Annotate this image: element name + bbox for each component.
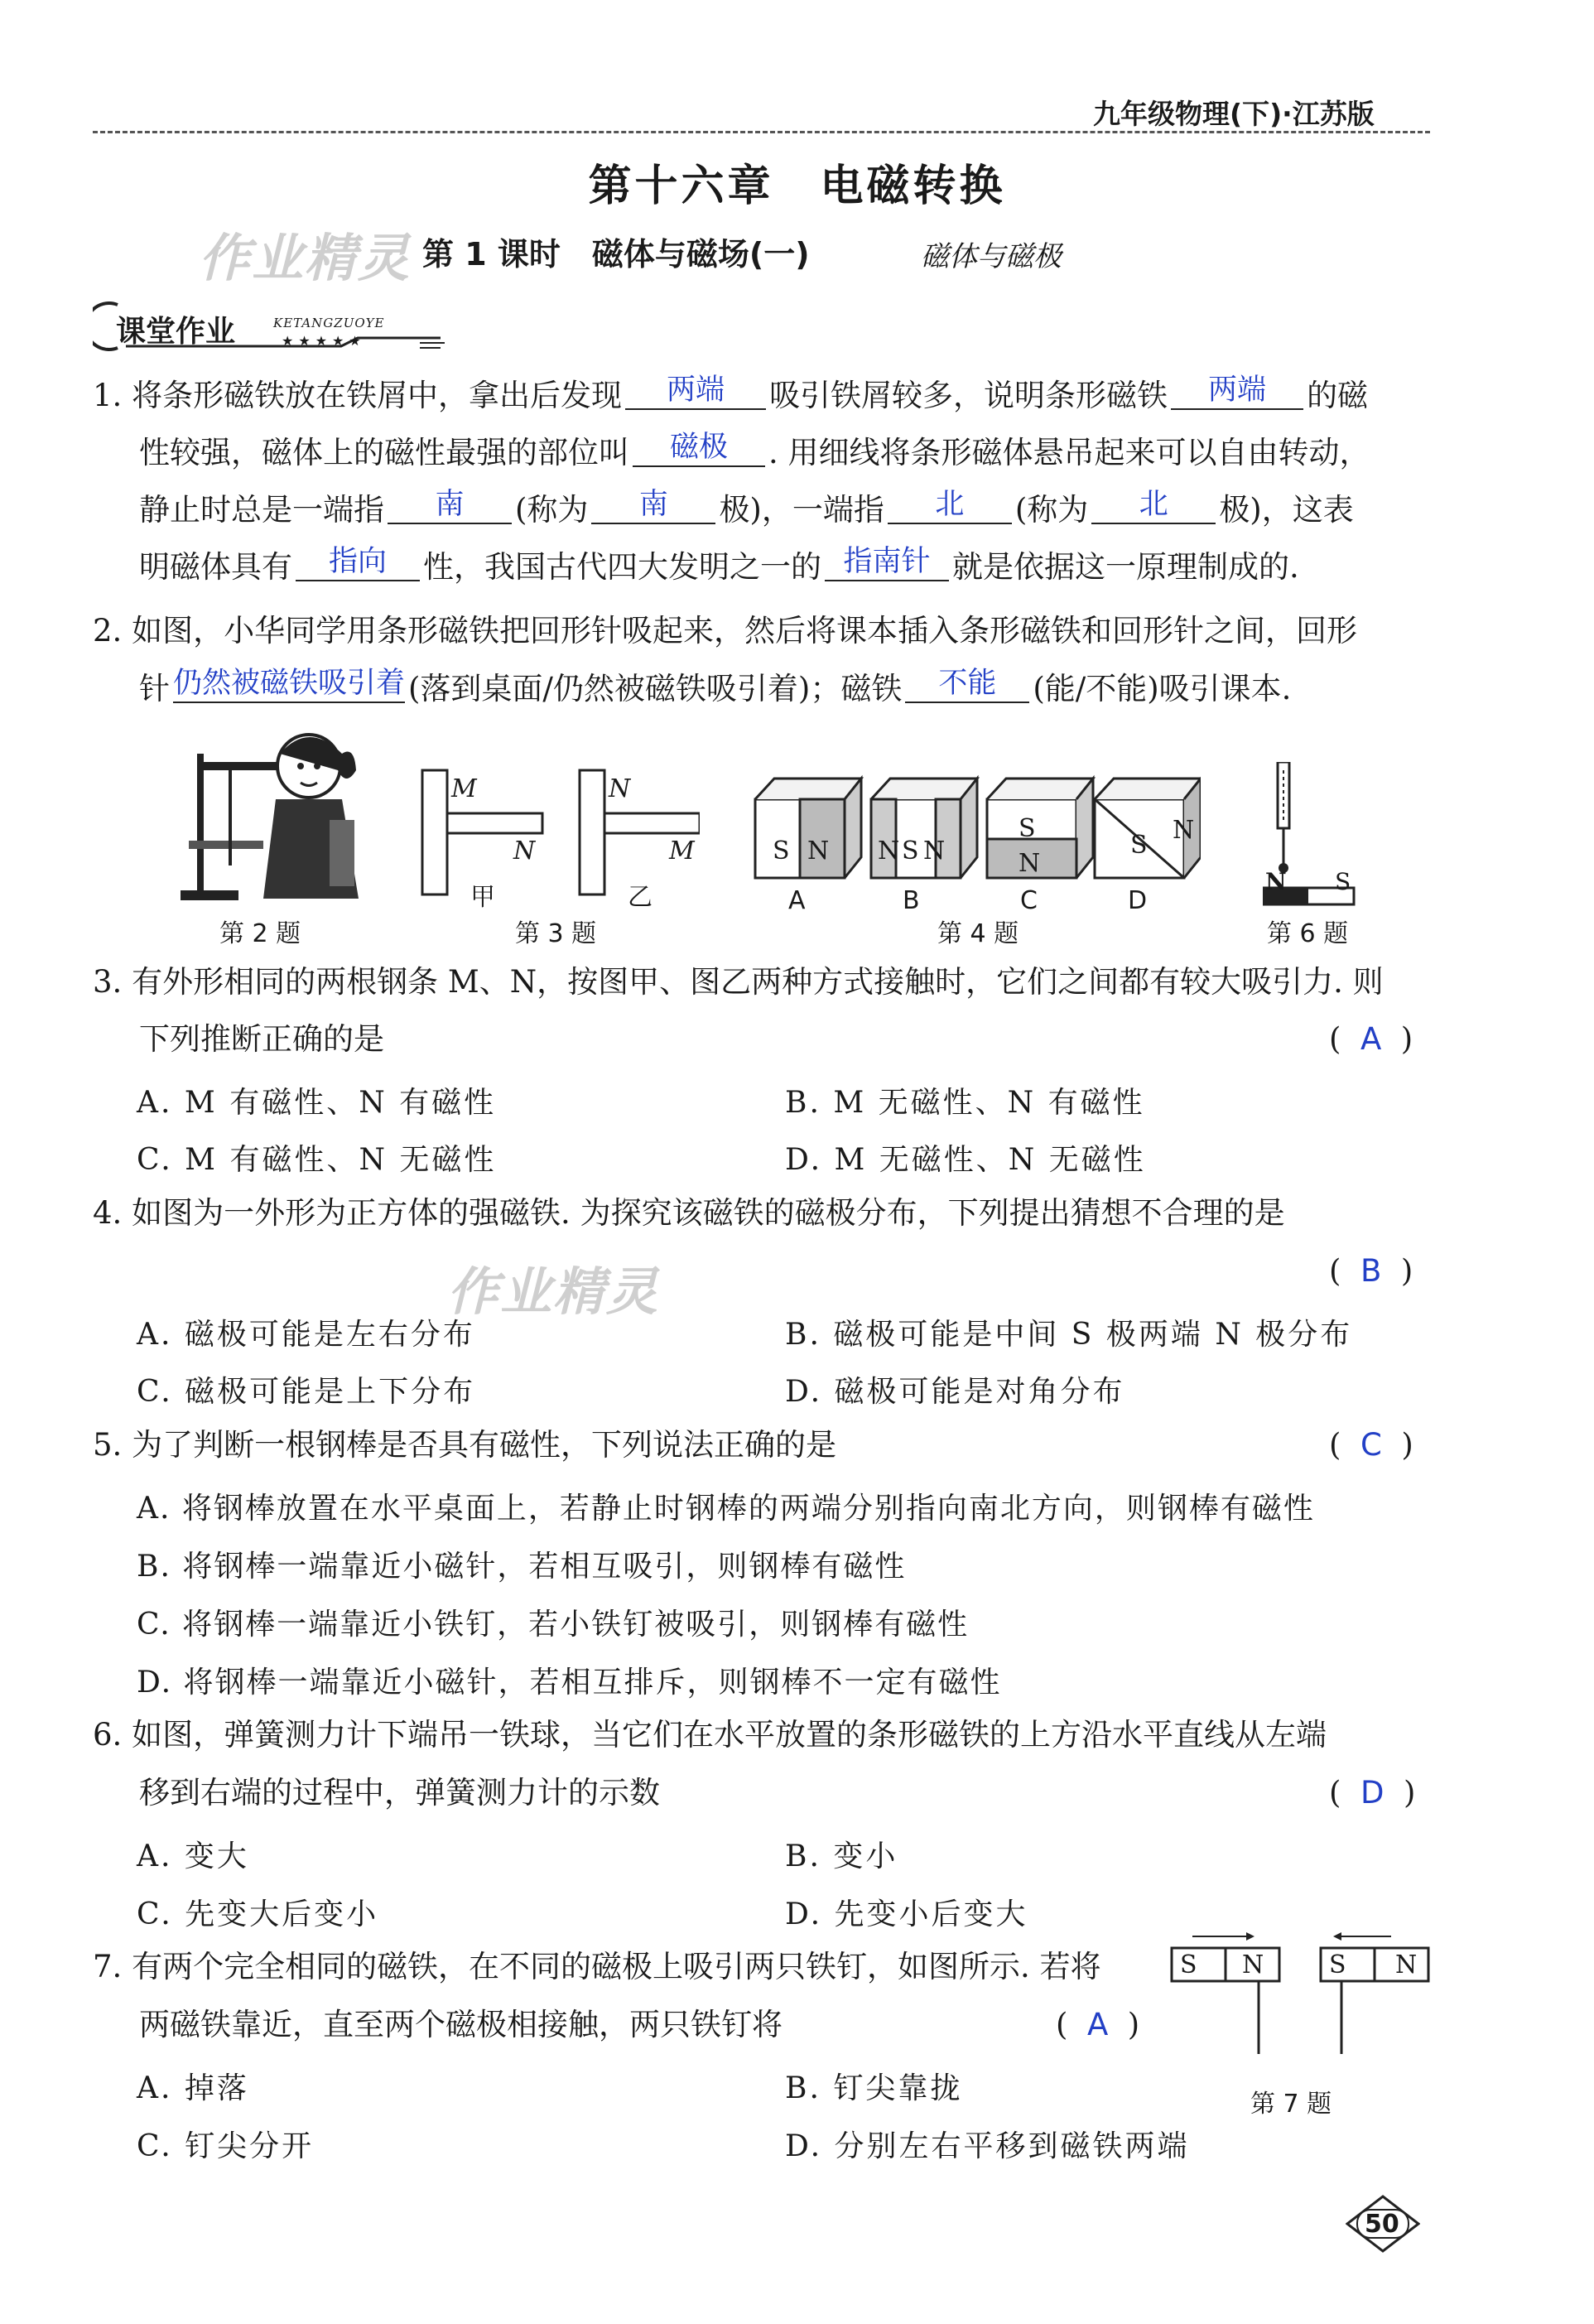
fig7-left-s-label: S [1180, 1950, 1197, 1979]
fig3-label-n-right: N [609, 774, 631, 803]
q1-answer-4: 南 [388, 486, 512, 524]
q2-answer-1: 仍然被磁铁吸引着 [173, 665, 405, 703]
book-header: 九年级物理(下)·江苏版 [1093, 98, 1375, 130]
fig3-label-m-right: M [669, 837, 695, 865]
q7-answer: A [1086, 2007, 1109, 2042]
figure-3-caption: 第 3 题 [515, 919, 597, 948]
cube-a-label: A [788, 886, 806, 915]
cube-d-s-label: S [1130, 831, 1148, 860]
q6-option-a: A. 变大 [137, 1839, 249, 1873]
fig7-right-n-label: N [1395, 1950, 1418, 1979]
q4-option-d: D. 磁极可能是对角分布 [785, 1375, 1125, 1409]
lesson-subtitle: 磁体与磁极 [921, 240, 1062, 273]
section-en-label: KETANGZUOYE [273, 316, 385, 330]
two-magnets-nails-figure [1168, 1930, 1437, 2062]
fig6-s-label: S [1335, 868, 1351, 895]
fig3-label-yi: 乙 [628, 883, 653, 912]
q3-option-a: A. M 有磁性、N 有磁性 [137, 1086, 497, 1120]
q2-line-2: 针 仍然被磁铁吸引着 (落到桌面/仍然被磁铁吸引着)；磁铁 不能 (能/不能)吸引课本. [139, 667, 1292, 706]
cube-b-label: B [903, 886, 920, 915]
fig3-label-m-left: M [451, 774, 477, 803]
q6-option-b: B. 变小 [785, 1839, 898, 1873]
q1-answer-8: 指向 [296, 543, 420, 581]
cube-c-s-label: S [1019, 814, 1036, 843]
cube-c-label: C [1020, 886, 1038, 915]
q5-answer: C [1360, 1427, 1382, 1463]
q6-line-2: 移到右端的过程中，弹簧测力计的示数 [139, 1775, 660, 1811]
q1-answer-1: 两端 [625, 372, 766, 410]
cube-a-n-label: N [807, 837, 830, 865]
q7-line-1: 7. 有两个完全相同的磁铁，在不同的磁极上吸引两只铁钉，如图所示. 若将 [93, 1949, 1101, 1984]
fig3-label-n-left: N [513, 837, 536, 865]
page-number: 50 [1365, 2210, 1399, 2239]
q4-option-a: A. 磁极可能是左右分布 [137, 1318, 475, 1352]
figure-4-caption: 第 4 题 [937, 919, 1019, 948]
fig6-n-label: N [1265, 868, 1287, 895]
q4-answer-paren: ( B ) [1329, 1253, 1413, 1289]
q6-answer: D [1360, 1775, 1385, 1811]
q1-answer-9: 指南针 [825, 543, 949, 581]
q5-option-c: C. 将钢棒一端靠近小铁钉，若小铁钉被吸引，则钢棒有磁性 [137, 1608, 970, 1642]
q3-answer: A [1360, 1021, 1382, 1057]
q6-line-1: 6. 如图，弹簧测力计下端吊一铁球，当它们在水平放置的条形磁铁的上方沿水平直线从左端 [93, 1717, 1327, 1753]
q7-answer-paren: ( A ) [1056, 2007, 1140, 2042]
q1-answer-3: 磁极 [633, 429, 765, 467]
q7-option-a: A. 掉落 [137, 2071, 249, 2105]
chapter-title: 第十六章 电磁转换 [588, 161, 1006, 211]
cube-b-n2-label: N [923, 837, 946, 865]
watermark-logo: 作业精灵 [447, 1261, 660, 1322]
q6-option-c: C. 先变大后变小 [137, 1897, 379, 1931]
q1-answer-2: 两端 [1171, 372, 1303, 410]
q7-option-d: D. 分别左右平移到磁铁两端 [785, 2129, 1190, 2163]
fig3-label-jia: 甲 [470, 883, 495, 912]
q1-line-2: 性较强，磁体上的磁性最强的部位叫 磁极 . 用细线将条形磁体悬吊起来可以自由转动， [139, 431, 1370, 470]
q4-line-1: 4. 如图为一外形为正方体的强磁铁. 为探究该磁铁的磁极分布，下列提出猜想不合理的是 [93, 1195, 1285, 1231]
q4-answer: B [1360, 1253, 1382, 1289]
section-stars: ★★★★★ [282, 333, 366, 349]
q1-line-4: 明磁体具有 指向 性，我国古代四大发明之一的 指南针 就是依据这一原理制成的. [139, 545, 1299, 585]
figure-7-caption: 第 7 题 [1250, 2090, 1332, 2119]
cube-c-n-label: N [1019, 849, 1041, 878]
q5-line-1: 5. 为了判断一根钢棒是否具有磁性，下列说法正确的是 [93, 1427, 837, 1463]
q5-answer-paren: ( C ) [1329, 1427, 1413, 1463]
figure-6-caption: 第 6 题 [1267, 919, 1349, 948]
q2-answer-2: 不能 [905, 665, 1029, 703]
q1-answer-5: 南 [591, 486, 715, 524]
q4-option-c: C. 磁极可能是上下分布 [137, 1375, 476, 1409]
q5-option-b: B. 将钢棒一端靠近小磁针，若相互吸引，则钢棒有磁性 [137, 1550, 907, 1584]
q7-line-2: 两磁铁靠近，直至两个磁极相接触，两只铁钉将 [139, 2007, 783, 2042]
q7-option-b: B. 钉尖靠拢 [785, 2071, 963, 2105]
watermark-logo: 作业精灵 [199, 228, 412, 288]
q1-answer-6: 北 [888, 486, 1012, 524]
q3-answer-paren: ( A ) [1329, 1021, 1413, 1057]
fig7-left-n-label: N [1242, 1950, 1264, 1979]
cube-a-s-label: S [773, 837, 790, 865]
q3-line-1: 3. 有外形相同的两根钢条 M、N，按图甲、图乙两种方式接触时，它们之间都有较大吸引力. 则 [93, 964, 1384, 1000]
girl-magnet-figure [164, 721, 363, 911]
q6-option-d: D. 先变小后变大 [785, 1897, 1028, 1931]
header-divider [93, 131, 1430, 133]
q1-line-3: 静止时总是一端指 南 (称为 南 极)，一端指 北 (称为 北 极)，这表 [139, 488, 1354, 528]
q6-answer-paren: ( D ) [1329, 1775, 1416, 1811]
cube-d-n-label: N [1173, 816, 1195, 845]
cube-d-label: D [1128, 886, 1148, 915]
q3-option-c: C. M 有磁性、N 无磁性 [137, 1143, 497, 1177]
q4-option-b: B. 磁极可能是中间 S 极两端 N 极分布 [785, 1318, 1353, 1352]
section-label: 课堂作业 [116, 315, 236, 349]
q3-option-b: B. M 无磁性、N 有磁性 [785, 1086, 1145, 1120]
lesson-title: 第 1 课时 磁体与磁场(一) [422, 236, 810, 272]
figure-2-caption: 第 2 题 [219, 919, 301, 948]
q1-line-1: 1. 将条形磁铁放在铁屑中，拿出后发现 两端 吸引铁屑较多，说明条形磁铁 两端 的磁 [93, 374, 1369, 413]
q3-line-2: 下列推断正确的是 [139, 1021, 384, 1057]
cube-b-s-label: S [902, 837, 919, 865]
cube-b-n1-label: N [878, 837, 900, 865]
q7-option-c: C. 钉尖分开 [137, 2129, 315, 2163]
fig7-right-s-label: S [1329, 1950, 1346, 1979]
q5-option-d: D. 将钢棒一端靠近小磁针，若相互排斥，则钢棒不一定有磁性 [137, 1666, 1002, 1700]
q1-answer-7: 北 [1091, 486, 1216, 524]
cube-magnets-figure [754, 774, 1201, 882]
q2-line-1: 2. 如图，小华同学用条形磁铁把回形针吸起来，然后将课本插入条形磁铁和回形针之间，回形 [93, 613, 1358, 649]
q3-option-d: D. M 无磁性、N 无磁性 [785, 1143, 1146, 1177]
q5-option-a: A. 将钢棒放置在水平桌面上，若静止时钢棒的两端分别指向南北方向，则钢棒有磁性 [137, 1492, 1315, 1526]
